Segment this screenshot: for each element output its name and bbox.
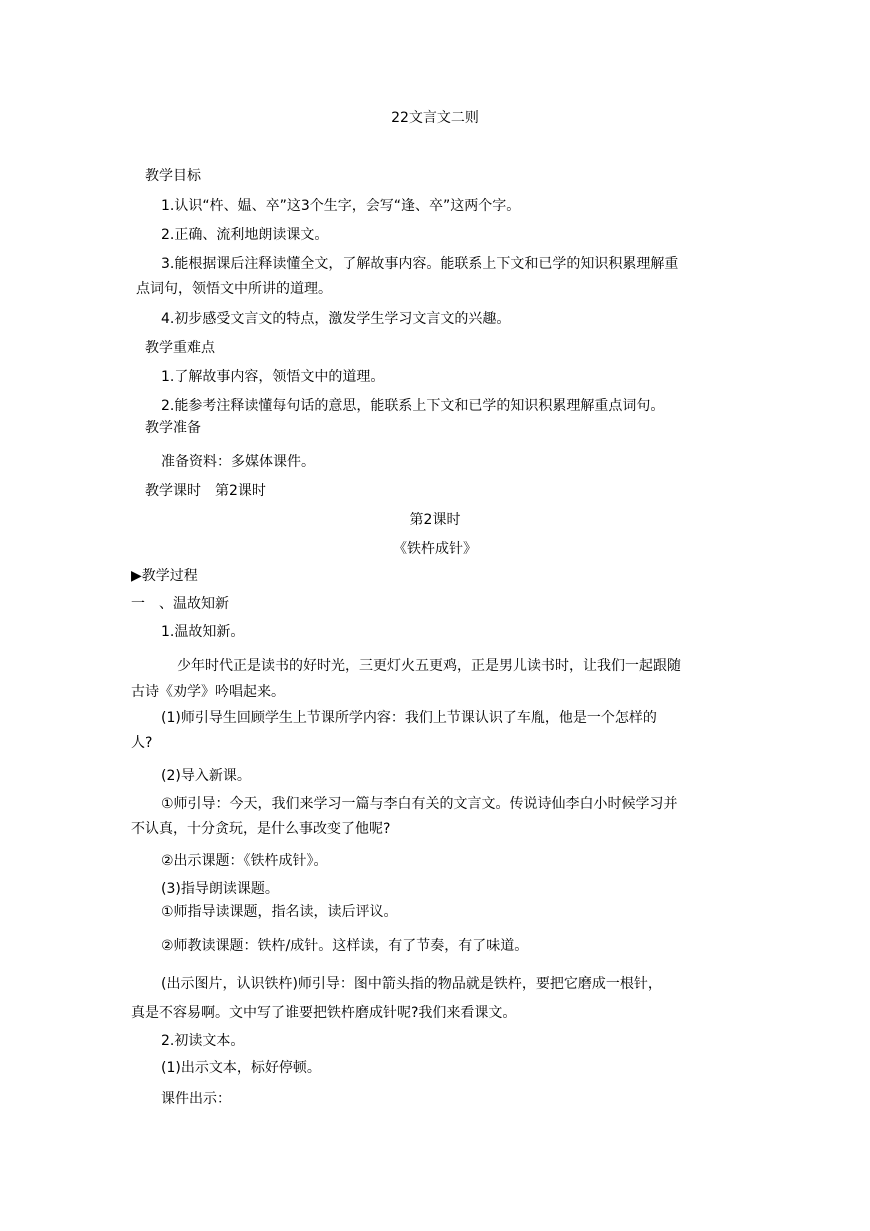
- step-1: 1.温故知新。: [161, 624, 245, 640]
- key-point-2: 2.能参考注释读懂每句话的意思，能联系上下文和已学的知识积累理解重点词句。: [161, 398, 665, 414]
- paragraph-10: (1)出示文本，标好停顿。: [161, 1060, 321, 1076]
- step-heading-review: 一 、温故知新: [131, 596, 229, 612]
- document-title: 22文言文二则: [391, 110, 479, 126]
- section-heading-objectives: 教学目标: [145, 168, 201, 184]
- class-hours: 教学课时 第2课时: [145, 483, 266, 499]
- paragraph-4: ①师引导：今天，我们来学习一篇与李白有关的文言文。传说诗仙李白小时候学习并: [161, 796, 678, 812]
- paragraph-9: (出示图片，认识铁杵)师引导：图中箭头指的物品就是铁杵，要把它磨成一根针，: [161, 976, 662, 992]
- paragraph-5: ②出示课题：《铁杵成针》。: [161, 853, 328, 869]
- paragraph-9-cont: 真是不容易啊。文中写了谁要把铁杵磨成针呢?我们来看课文。: [131, 1005, 517, 1021]
- paragraph-7: ①师指导读课题，指名读，读后评议。: [161, 904, 398, 920]
- lesson-title: 《铁杵成针》: [393, 541, 477, 557]
- objective-3: 3.能根据课后注释读懂全文，了解故事内容。能联系上下文和已学的知识积累理解重: [161, 256, 679, 272]
- paragraph-2: (1)师引导生回顾学生上节课所学内容：我们上节课认识了车胤，他是一个怎样的: [161, 710, 657, 726]
- paragraph-1-cont: 古诗《劝学》吟唱起来。: [131, 684, 285, 700]
- section-heading-process: ▶教学过程: [131, 568, 198, 584]
- paragraph-8: ②师教读课题：铁杵/成针。这样读，有了节奏，有了味道。: [161, 938, 529, 954]
- key-point-1: 1.了解故事内容，领悟文中的道理。: [161, 369, 385, 385]
- preparation-text: 准备资料：多媒体课件。: [161, 454, 315, 470]
- paragraph-1: 少年时代正是读书的好时光，三更灯火五更鸡，正是男儿读书时，让我们一起跟随: [177, 658, 681, 674]
- paragraph-6: (3)指导朗读课题。: [161, 881, 279, 897]
- objective-2: 2.正确、流利地朗读课文。: [161, 227, 329, 243]
- section-heading-key-points: 教学重难点: [145, 340, 215, 356]
- paragraph-4-cont: 不认真，十分贪玩，是什么事改变了他呢?: [131, 821, 391, 837]
- section-heading-preparation: 教学准备: [145, 420, 201, 436]
- step-2: 2.初读文本。: [161, 1033, 245, 1049]
- paragraph-11: 课件出示：: [161, 1091, 231, 1107]
- objective-3-cont: 点词句，领悟文中所讲的道理。: [136, 281, 332, 297]
- objective-1: 1.认识“杵、媪、卒”这3个生字，会写“逢、卒”这两个字。: [161, 198, 521, 214]
- paragraph-2-cont: 人?: [131, 735, 153, 751]
- objective-4: 4.初步感受文言文的特点，激发学生学习文言文的兴趣。: [161, 311, 511, 327]
- paragraph-3: (2)导入新课。: [161, 768, 251, 784]
- lesson-number: 第2课时: [409, 512, 461, 528]
